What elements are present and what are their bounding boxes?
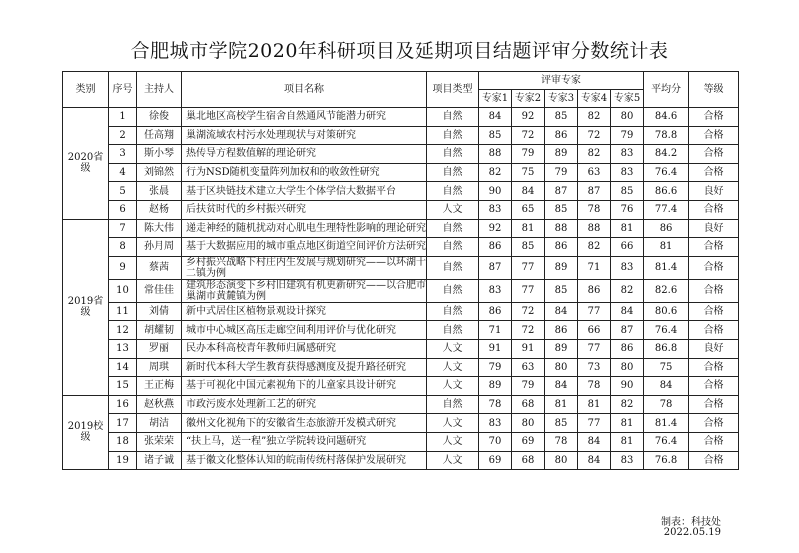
project-type-cell: 自然 [427, 238, 479, 257]
expert-score-cell: 80 [611, 108, 644, 127]
grade-cell: 合格 [689, 321, 739, 340]
expert-score-cell: 84 [545, 377, 578, 396]
expert-score-cell: 78 [545, 432, 578, 451]
project-name-cell: 市政污废水处理新工艺的研究 [182, 395, 427, 414]
project-type-cell: 自然 [427, 145, 479, 164]
average-cell: 78 [644, 395, 689, 414]
expert-score-cell: 85 [545, 108, 578, 127]
project-name-cell: 行为NSD随机变量阵列加权和的收敛性研究 [182, 163, 427, 182]
grade-cell: 合格 [689, 163, 739, 182]
project-type-cell: 人文 [427, 339, 479, 358]
leader-cell: 陈大伟 [137, 219, 182, 238]
leader-cell: 徐俊 [137, 108, 182, 127]
expert-score-cell: 78 [578, 200, 611, 219]
table-row [63, 126, 739, 145]
grade-cell: 合格 [689, 200, 739, 219]
expert-score-cell: 63 [578, 163, 611, 182]
expert-score-cell: 82 [611, 395, 644, 414]
table-row [63, 163, 739, 182]
average-cell: 81.4 [644, 414, 689, 433]
expert-score-cell: 79 [479, 358, 512, 377]
expert-score-cell: 81 [611, 432, 644, 451]
table-row [63, 302, 739, 321]
expert-score-cell: 89 [545, 256, 578, 279]
header-review-group: 评审专家 [479, 72, 644, 90]
expert-score-cell: 89 [479, 377, 512, 396]
project-name-cell: 热传导方程数值解的理论研究 [182, 145, 427, 164]
average-cell: 86 [644, 219, 689, 238]
expert-score-cell: 83 [479, 279, 512, 302]
seq-cell: 18 [109, 432, 137, 451]
table-row [63, 358, 739, 377]
seq-cell: 11 [109, 302, 137, 321]
project-type-cell: 人文 [427, 377, 479, 396]
header-expert-3: 专家3 [545, 90, 578, 108]
header-project: 项目名称 [182, 72, 427, 108]
expert-score-cell: 85 [545, 200, 578, 219]
project-type-cell: 人文 [427, 451, 479, 470]
expert-score-cell: 86 [545, 238, 578, 257]
expert-score-cell: 63 [512, 358, 545, 377]
expert-score-cell: 88 [545, 219, 578, 238]
category-cell: 2019校级 [63, 395, 109, 469]
average-cell: 78.8 [644, 126, 689, 145]
expert-score-cell: 90 [479, 182, 512, 201]
table-row [63, 238, 739, 257]
seq-cell: 17 [109, 414, 137, 433]
project-type-cell: 人文 [427, 358, 479, 377]
expert-score-cell: 84 [512, 182, 545, 201]
leader-cell: 斯小琴 [137, 145, 182, 164]
table-row [63, 321, 739, 340]
seq-cell: 10 [109, 279, 137, 302]
average-cell: 84 [644, 377, 689, 396]
header-expert-1: 专家1 [479, 90, 512, 108]
grade-cell: 良好 [689, 339, 739, 358]
expert-score-cell: 81 [512, 219, 545, 238]
leader-cell: 常佳佳 [137, 279, 182, 302]
page-title: 合肥城市学院2020年科研项目及延期项目结题评审分数统计表 [130, 40, 669, 62]
expert-score-cell: 86 [545, 126, 578, 145]
expert-score-cell: 87 [611, 321, 644, 340]
seq-cell: 14 [109, 358, 137, 377]
expert-score-cell: 76 [611, 200, 644, 219]
expert-score-cell: 84 [578, 451, 611, 470]
leader-cell: 任高翔 [137, 126, 182, 145]
expert-score-cell: 79 [545, 163, 578, 182]
expert-score-cell: 81 [545, 395, 578, 414]
table-row [63, 451, 739, 470]
grade-cell: 合格 [689, 302, 739, 321]
expert-score-cell: 77 [512, 279, 545, 302]
grade-cell: 合格 [689, 126, 739, 145]
expert-score-cell: 65 [512, 200, 545, 219]
expert-score-cell: 85 [512, 238, 545, 257]
grade-cell: 合格 [689, 358, 739, 377]
average-cell: 81 [644, 238, 689, 257]
project-type-cell: 人文 [427, 414, 479, 433]
project-name-cell: 乡村振兴战略下村庄内生发展与规划研究——以环湖十二镇为例 [182, 256, 427, 279]
seq-cell: 4 [109, 163, 137, 182]
expert-score-cell: 80 [545, 451, 578, 470]
expert-score-cell: 69 [512, 432, 545, 451]
expert-score-cell: 83 [611, 163, 644, 182]
project-name-cell: “扶上马，送一程”独立学院转设问题研究 [182, 432, 427, 451]
expert-score-cell: 77 [512, 256, 545, 279]
average-cell: 84.6 [644, 108, 689, 127]
expert-score-cell: 83 [479, 414, 512, 433]
average-cell: 76.4 [644, 163, 689, 182]
expert-score-cell: 90 [611, 377, 644, 396]
expert-score-cell: 92 [479, 219, 512, 238]
leader-cell: 诸子诚 [137, 451, 182, 470]
expert-score-cell: 68 [512, 395, 545, 414]
average-cell: 76.4 [644, 432, 689, 451]
project-name-cell: 后扶贫时代的乡村振兴研究 [182, 200, 427, 219]
header-expert-2: 专家2 [512, 90, 545, 108]
header-leader: 主持人 [137, 72, 182, 108]
project-name-cell: 递走神经的随机扰动对心肌电生理特性影响的理论研究 [182, 219, 427, 238]
leader-cell: 王正梅 [137, 377, 182, 396]
leader-cell: 刘倩 [137, 302, 182, 321]
category-cell: 2019省级 [63, 219, 109, 395]
seq-cell: 2 [109, 126, 137, 145]
grade-cell: 合格 [689, 377, 739, 396]
project-type-cell: 自然 [427, 321, 479, 340]
expert-score-cell: 89 [545, 145, 578, 164]
project-name-cell: 城市中心城区高压走廊空间利用评价与优化研究 [182, 321, 427, 340]
expert-score-cell: 73 [578, 358, 611, 377]
average-cell: 81.4 [644, 256, 689, 279]
expert-score-cell: 72 [578, 126, 611, 145]
average-cell: 75 [644, 358, 689, 377]
table-row [63, 182, 739, 201]
leader-cell: 周琪 [137, 358, 182, 377]
header-grade: 等级 [689, 72, 739, 108]
seq-cell: 1 [109, 108, 137, 127]
expert-score-cell: 86 [611, 339, 644, 358]
grade-cell: 合格 [689, 256, 739, 279]
expert-score-cell: 79 [611, 126, 644, 145]
project-type-cell: 自然 [427, 126, 479, 145]
expert-score-cell: 86 [545, 321, 578, 340]
expert-score-cell: 92 [512, 108, 545, 127]
expert-score-cell: 82 [578, 108, 611, 127]
footer-maker: 制表：科技处 [661, 517, 721, 528]
expert-score-cell: 89 [545, 339, 578, 358]
table-row [63, 219, 739, 238]
grade-cell: 合格 [689, 238, 739, 257]
expert-score-cell: 85 [545, 279, 578, 302]
seq-cell: 19 [109, 451, 137, 470]
project-type-cell: 自然 [427, 108, 479, 127]
project-type-cell: 人文 [427, 200, 479, 219]
average-cell: 84.2 [644, 145, 689, 164]
table-row [63, 200, 739, 219]
project-name-cell: 基于徽文化整体认知的皖南传统村落保护发展研究 [182, 451, 427, 470]
expert-score-cell: 66 [611, 238, 644, 257]
project-type-cell: 自然 [427, 279, 479, 302]
category-cell: 2020省级 [63, 108, 109, 220]
seq-cell: 16 [109, 395, 137, 414]
seq-cell: 13 [109, 339, 137, 358]
expert-score-cell: 66 [578, 321, 611, 340]
project-type-cell: 自然 [427, 256, 479, 279]
score-table [62, 71, 739, 470]
expert-score-cell: 79 [512, 377, 545, 396]
table-body [63, 108, 739, 470]
average-cell: 77.4 [644, 200, 689, 219]
footer-date: 2022.05.19 [663, 527, 721, 538]
grade-cell: 合格 [689, 432, 739, 451]
expert-score-cell: 86 [479, 238, 512, 257]
expert-score-cell: 85 [611, 182, 644, 201]
project-name-cell: 新中式居住区植物景观设计探究 [182, 302, 427, 321]
seq-cell: 12 [109, 321, 137, 340]
expert-score-cell: 69 [479, 451, 512, 470]
header-category: 类别 [63, 72, 109, 108]
expert-score-cell: 87 [479, 256, 512, 279]
expert-score-cell: 88 [479, 145, 512, 164]
average-cell: 76.8 [644, 451, 689, 470]
seq-cell: 3 [109, 145, 137, 164]
header-seq: 序号 [109, 72, 137, 108]
expert-score-cell: 88 [578, 219, 611, 238]
expert-score-cell: 83 [611, 256, 644, 279]
grade-cell: 合格 [689, 279, 739, 302]
expert-score-cell: 75 [512, 163, 545, 182]
expert-score-cell: 84 [479, 108, 512, 127]
seq-cell: 15 [109, 377, 137, 396]
leader-cell: 蔡茜 [137, 256, 182, 279]
leader-cell: 孙月周 [137, 238, 182, 257]
project-type-cell: 自然 [427, 219, 479, 238]
average-cell: 86.8 [644, 339, 689, 358]
project-type-cell: 自然 [427, 395, 479, 414]
grade-cell: 良好 [689, 219, 739, 238]
leader-cell: 刘锦然 [137, 163, 182, 182]
average-cell: 76.4 [644, 321, 689, 340]
leader-cell: 张晨 [137, 182, 182, 201]
expert-score-cell: 86 [479, 302, 512, 321]
expert-score-cell: 86 [578, 279, 611, 302]
grade-cell: 合格 [689, 451, 739, 470]
expert-score-cell: 91 [512, 339, 545, 358]
table-row [63, 395, 739, 414]
expert-score-cell: 85 [545, 414, 578, 433]
expert-score-cell: 71 [578, 256, 611, 279]
table-row [63, 339, 739, 358]
expert-score-cell: 82 [479, 163, 512, 182]
seq-cell: 5 [109, 182, 137, 201]
expert-score-cell: 91 [479, 339, 512, 358]
expert-score-cell: 82 [578, 238, 611, 257]
table-row [63, 414, 739, 433]
leader-cell: 赵秋燕 [137, 395, 182, 414]
grade-cell: 合格 [689, 395, 739, 414]
expert-score-cell: 79 [512, 145, 545, 164]
leader-cell: 赵杨 [137, 200, 182, 219]
expert-score-cell: 82 [578, 145, 611, 164]
expert-score-cell: 83 [479, 200, 512, 219]
project-name-cell: 徽州文化视角下的安徽省生态旅游开发模式研究 [182, 414, 427, 433]
seq-cell: 8 [109, 238, 137, 257]
expert-score-cell: 72 [512, 321, 545, 340]
project-name-cell: 基于大数据应用的城市重点地区街道空间评价方法研究 [182, 238, 427, 257]
average-cell: 80.6 [644, 302, 689, 321]
expert-score-cell: 80 [512, 414, 545, 433]
header-average: 平均分 [644, 72, 689, 108]
expert-score-cell: 81 [611, 219, 644, 238]
table-row [63, 377, 739, 396]
project-name-cell: 民办本科高校青年教师归属感研究 [182, 339, 427, 358]
header-type: 项目类型 [427, 72, 479, 108]
seq-cell: 7 [109, 219, 137, 238]
expert-score-cell: 83 [611, 145, 644, 164]
leader-cell: 张荣荣 [137, 432, 182, 451]
table-row [63, 145, 739, 164]
table-row [63, 256, 739, 279]
expert-score-cell: 72 [512, 126, 545, 145]
project-name-cell: 基于可视化中国元素视角下的儿童家具设计研究 [182, 377, 427, 396]
expert-score-cell: 87 [545, 182, 578, 201]
expert-score-cell: 78 [479, 395, 512, 414]
expert-score-cell: 77 [578, 339, 611, 358]
expert-score-cell: 68 [512, 451, 545, 470]
header-expert-5: 专家5 [611, 90, 644, 108]
expert-score-cell: 71 [479, 321, 512, 340]
expert-score-cell: 85 [479, 126, 512, 145]
expert-score-cell: 80 [545, 358, 578, 377]
project-type-cell: 自然 [427, 182, 479, 201]
leader-cell: 胡洁 [137, 414, 182, 433]
expert-score-cell: 78 [578, 377, 611, 396]
expert-score-cell: 84 [578, 432, 611, 451]
expert-score-cell: 81 [611, 414, 644, 433]
expert-score-cell: 77 [578, 414, 611, 433]
project-name-cell: 基于区块链技术建立大学生个体学信大数据平台 [182, 182, 427, 201]
expert-score-cell: 70 [479, 432, 512, 451]
expert-score-cell: 72 [512, 302, 545, 321]
grade-cell: 合格 [689, 414, 739, 433]
project-name-cell: 巢湖流域农村污水处理现状与对策研究 [182, 126, 427, 145]
average-cell: 82.6 [644, 279, 689, 302]
project-type-cell: 人文 [427, 432, 479, 451]
project-type-cell: 自然 [427, 302, 479, 321]
expert-score-cell: 84 [545, 302, 578, 321]
grade-cell: 合格 [689, 145, 739, 164]
expert-score-cell: 84 [611, 302, 644, 321]
table-row [63, 108, 739, 127]
seq-cell: 9 [109, 256, 137, 279]
project-name-cell: 新时代本科大学生教育获得感测度及提升路径研究 [182, 358, 427, 377]
project-name-cell: 巢北地区高校学生宿舍自然通风节能潜力研究 [182, 108, 427, 127]
header-expert-4: 专家4 [578, 90, 611, 108]
expert-score-cell: 80 [611, 358, 644, 377]
seq-cell: 6 [109, 200, 137, 219]
grade-cell: 合格 [689, 108, 739, 127]
expert-score-cell: 83 [611, 451, 644, 470]
project-name-cell: 建筑形态演变下乡村旧建筑有机更新研究——以合肥市巢湖市黄麓镇为例 [182, 279, 427, 302]
table-row [63, 279, 739, 302]
grade-cell: 良好 [689, 182, 739, 201]
project-type-cell: 自然 [427, 163, 479, 182]
expert-score-cell: 81 [578, 395, 611, 414]
leader-cell: 罗丽 [137, 339, 182, 358]
expert-score-cell: 87 [578, 182, 611, 201]
expert-score-cell: 77 [578, 302, 611, 321]
table-row [63, 432, 739, 451]
leader-cell: 胡耀韧 [137, 321, 182, 340]
average-cell: 86.6 [644, 182, 689, 201]
expert-score-cell: 82 [611, 279, 644, 302]
